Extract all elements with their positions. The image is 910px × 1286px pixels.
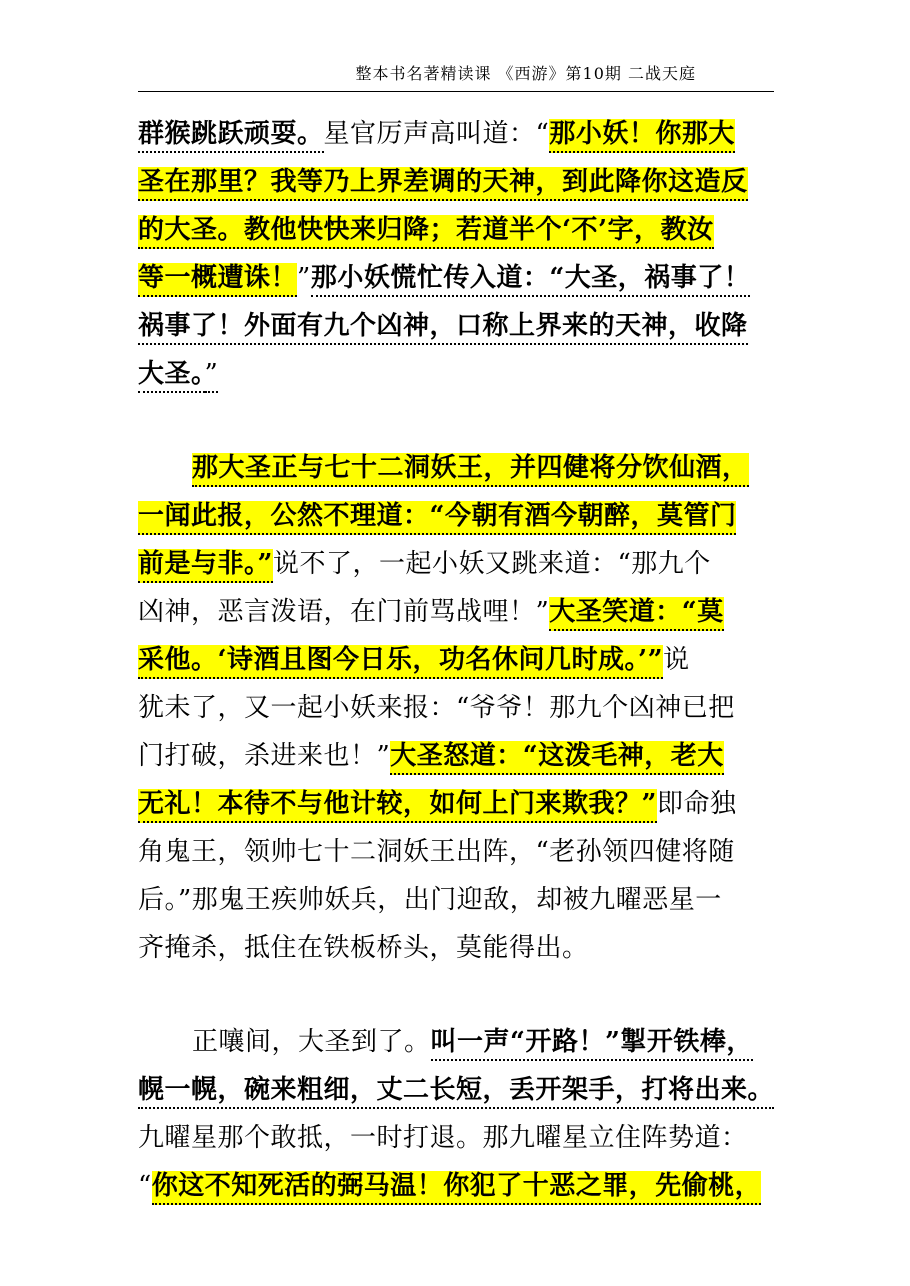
text-line xyxy=(138,158,774,206)
text-segment: 九曜星那个敢抵，一时打退。那九曜星立住阵势道： xyxy=(138,1123,748,1153)
highlighted-text: 的大圣。教他快快来归降；若道半个‘不’字，教汝 xyxy=(138,215,714,249)
bold-text: 幌一幌，碗来粗细，丈二长短，丢开架手，打将出来。 xyxy=(138,1075,774,1109)
highlighted-text: 你这不知死活的弼马温！你犯了十恶之罪，先偷桃， xyxy=(152,1171,762,1205)
text-line xyxy=(138,492,774,540)
text-line xyxy=(138,732,774,780)
highlighted-text: 圣在那里？我等乃上界差调的天神，到此降你这造反 xyxy=(138,167,748,201)
text-line xyxy=(138,444,774,492)
page-header xyxy=(138,62,774,92)
text-line xyxy=(138,588,774,636)
text-line xyxy=(138,1162,774,1210)
text-segment: 说 xyxy=(663,645,690,675)
highlighted-text: 采他。‘诗酒且图今日乐，功名休问几时成。’” xyxy=(138,645,663,679)
text-line xyxy=(138,302,774,350)
highlighted-text: 大圣怒道：“这泼毛神，老大 xyxy=(390,741,723,775)
text-line xyxy=(138,350,774,398)
text-segment: 角鬼王，领帅七十二洞妖王出阵，“老孙领四健将随 xyxy=(138,837,735,867)
text-line xyxy=(138,110,774,158)
text-line xyxy=(138,876,774,924)
highlighted-text: 一闻此报，公然不理道：“今朝有酒今朝醉，莫管门 xyxy=(138,501,736,535)
text-line xyxy=(138,828,774,876)
bold-text: 祸事了！外面有九个凶神，口称上界来的天神，收降 xyxy=(138,311,748,345)
text-line xyxy=(138,1018,774,1066)
paragraph-gap xyxy=(138,972,774,1018)
paragraph-gap xyxy=(138,398,774,444)
bold-text: 叫一声“开路！”掣开铁棒， xyxy=(431,1027,753,1061)
text-line xyxy=(138,924,774,972)
text-segment: 凶神，恶言泼语，在门前骂战哩！” xyxy=(138,597,550,627)
text-segment: 正嚷间，大圣到了。 xyxy=(192,1027,431,1057)
text-segment: 星官厉声高叫道：“ xyxy=(323,119,550,149)
text-segment: “ xyxy=(138,1171,152,1201)
bold-text: 群猴跳跃顽耍。 xyxy=(138,119,324,153)
highlighted-text: 那小妖！你那大 xyxy=(549,119,735,153)
highlighted-text: 大圣笑道：“莫 xyxy=(549,597,723,631)
document-body xyxy=(138,110,774,1210)
highlighted-text: 等一概遭诛！ xyxy=(138,263,297,297)
text-line xyxy=(138,206,774,254)
text-segment: 犹未了，又一起小妖来报：“爷爷！那九个凶神已把 xyxy=(138,693,735,723)
text-segment: 后。”那鬼王疾帅妖兵，出门迎敌，却被九曜恶星一 xyxy=(138,885,722,915)
text-segment: 门打破，杀进来也！” xyxy=(138,741,391,771)
text-segment: 齐掩杀，抵住在铁板桥头，莫能得出。 xyxy=(138,933,589,963)
text-line xyxy=(138,1114,774,1162)
header-text: 整本书名著精读课 《西游》第10期 二战天庭 xyxy=(355,64,696,83)
text-line xyxy=(138,780,774,828)
text-line xyxy=(138,1066,774,1114)
text-line xyxy=(138,540,774,588)
text-line xyxy=(138,684,774,732)
text-line xyxy=(138,636,774,684)
highlighted-text: 前是与非。” xyxy=(138,549,273,583)
text-segment: 即命独 xyxy=(656,789,737,819)
text-segment: ” xyxy=(205,359,219,393)
bold-text: 那小妖慌忙传入道：“大圣，祸事了！ xyxy=(311,263,750,297)
highlighted-text: 无礼！本待不与他计较，如何上门来欺我？” xyxy=(138,789,657,823)
text-segment: 说不了，一起小妖又跳来道：“那九个 xyxy=(272,549,711,579)
text-segment: ” xyxy=(297,263,311,293)
text-line xyxy=(138,254,774,302)
bold-text: 大圣。 xyxy=(138,359,205,393)
highlighted-text: 那大圣正与七十二洞妖王，并四健将分饮仙酒， xyxy=(192,453,749,487)
